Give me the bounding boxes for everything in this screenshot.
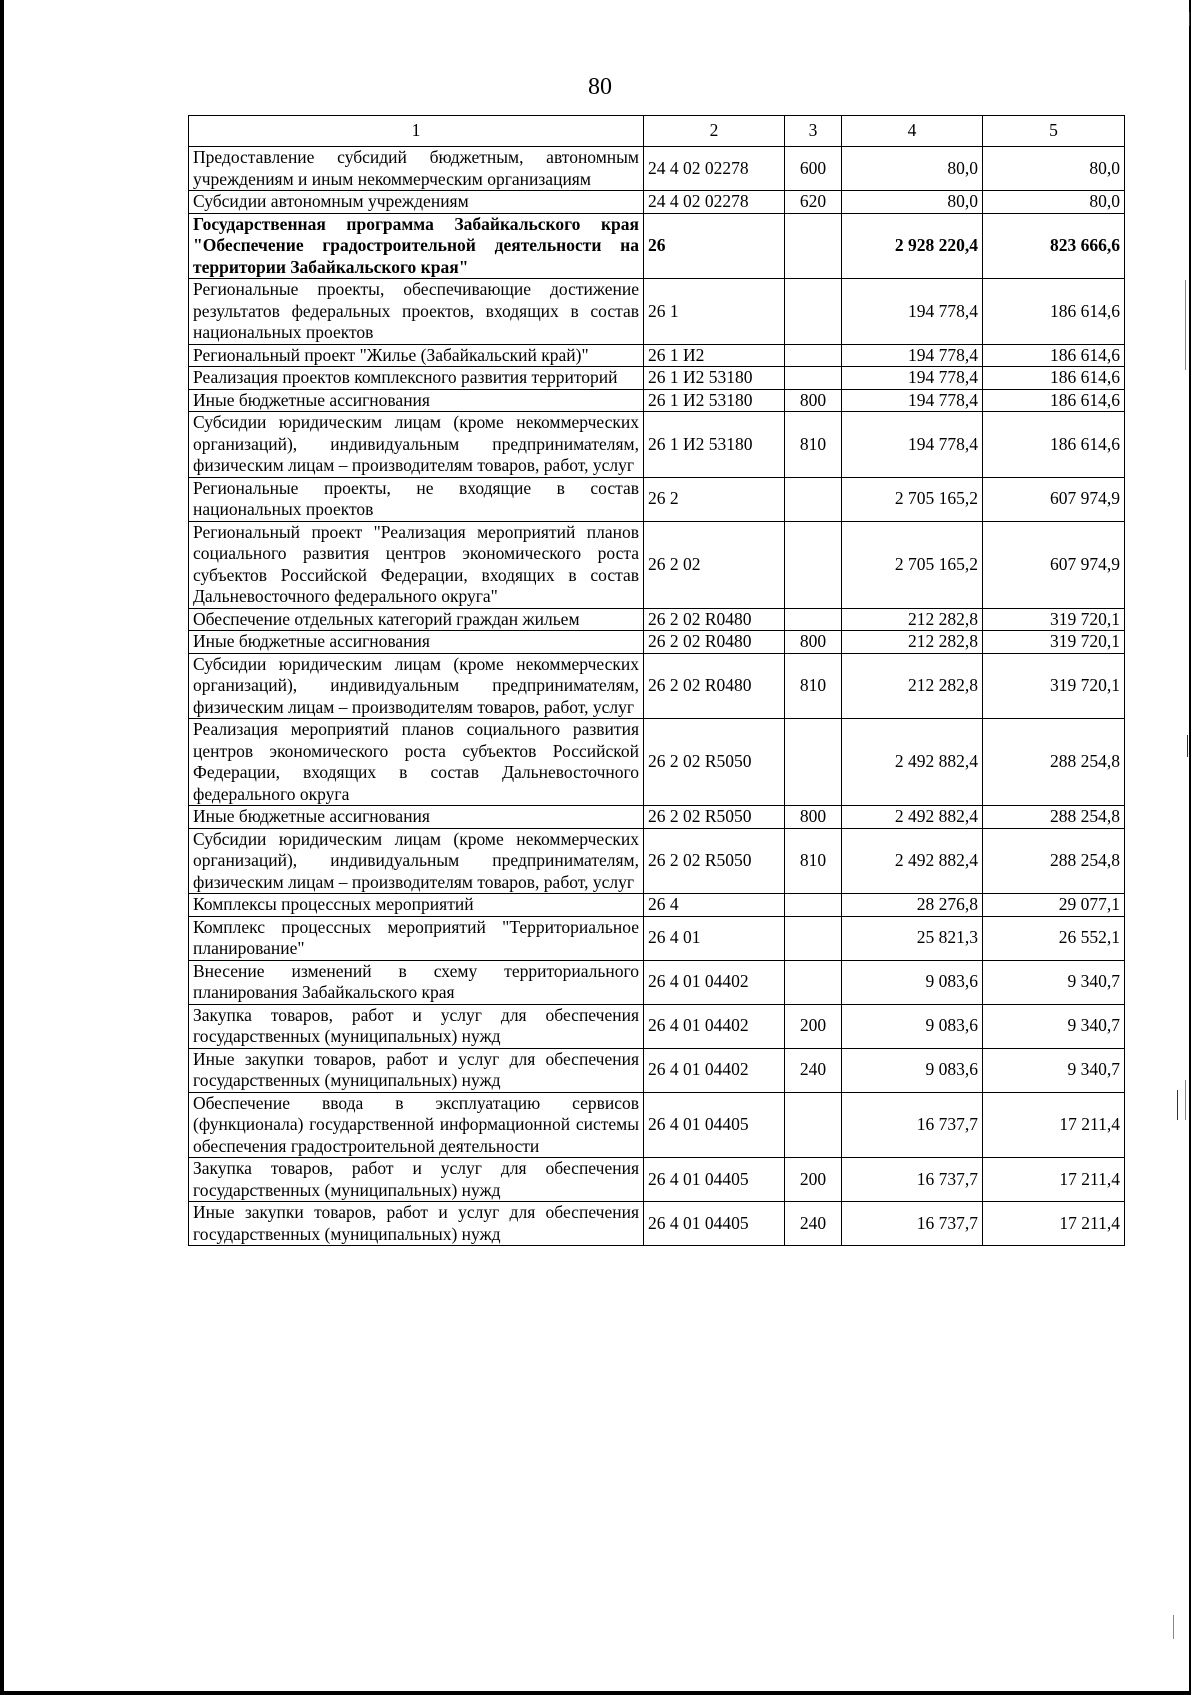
row-name-cell: Субсидии юридическим лицам (кроме некоммерческих организаций), индивидуальным предпринимателям, физическим лицам – производителям товаров, работ, услуг (189, 412, 644, 478)
row-code-cell: 26 4 (644, 894, 785, 917)
row-type-cell (785, 477, 842, 521)
row-col4-cell: 16 737,7 (842, 1158, 983, 1202)
header-cell: 4 (842, 116, 983, 147)
table-row (189, 521, 1125, 608)
row-type-cell: 800 (785, 631, 842, 654)
table-row (189, 389, 1125, 412)
row-code-cell: 26 1 И2 (644, 344, 785, 367)
row-col5-cell: 319 720,1 (983, 653, 1125, 719)
table-row (189, 147, 1125, 191)
row-name-cell: Региональные проекты, не входящие в состав национальных проектов (189, 477, 644, 521)
row-code-cell: 26 4 01 04402 (644, 1048, 785, 1092)
table-row (189, 828, 1125, 894)
row-col5-cell: 17 211,4 (983, 1158, 1125, 1202)
row-name-cell: Обеспечение ввода в эксплуатацию сервисов (функционала) государственной информационной системы обеспечения градостроительной деятельности (189, 1092, 644, 1158)
row-col5-cell: 319 720,1 (983, 608, 1125, 631)
table-row (189, 960, 1125, 1004)
row-col4-cell: 212 282,8 (842, 653, 983, 719)
row-code-cell: 26 2 02 R0480 (644, 631, 785, 654)
row-type-cell: 240 (785, 1048, 842, 1092)
row-col4-cell: 16 737,7 (842, 1092, 983, 1158)
row-code-cell: 26 4 01 04402 (644, 1004, 785, 1048)
row-code-cell: 26 (644, 213, 785, 279)
table-row (189, 1092, 1125, 1158)
header-cell: 1 (189, 116, 644, 147)
header-cell: 5 (983, 116, 1125, 147)
scan-mark (1185, 280, 1186, 370)
row-type-cell: 810 (785, 653, 842, 719)
scan-mark (1189, 12, 1190, 26)
row-col5-cell: 26 552,1 (983, 916, 1125, 960)
row-col5-cell: 607 974,9 (983, 521, 1125, 608)
row-col4-cell: 28 276,8 (842, 894, 983, 917)
row-name-cell: Иные закупки товаров, работ и услуг для обеспечения государственных (муниципальных) нужд (189, 1202, 644, 1246)
row-code-cell: 26 4 01 04405 (644, 1092, 785, 1158)
row-name-cell: Обеспечение отдельных категорий граждан жильем (189, 608, 644, 631)
row-code-cell: 26 4 01 04405 (644, 1158, 785, 1202)
row-col5-cell: 17 211,4 (983, 1092, 1125, 1158)
row-name-cell: Региональный проект "Реализация мероприятий планов социального развития центров экономического роста субъектов Российской Федерации, входящих в состав Дальневосточного федерального округа" (189, 521, 644, 608)
row-col4-cell: 2 492 882,4 (842, 806, 983, 829)
row-type-cell (785, 719, 842, 806)
row-type-cell: 810 (785, 828, 842, 894)
row-col5-cell: 80,0 (983, 191, 1125, 214)
row-col4-cell: 9 083,6 (842, 1004, 983, 1048)
row-col5-cell: 186 614,6 (983, 367, 1125, 390)
row-type-cell: 200 (785, 1158, 842, 1202)
row-col4-cell: 2 492 882,4 (842, 719, 983, 806)
row-code-cell: 26 2 02 R0480 (644, 653, 785, 719)
row-type-cell (785, 608, 842, 631)
header-cell: 2 (644, 116, 785, 147)
row-code-cell: 26 2 (644, 477, 785, 521)
row-code-cell: 24 4 02 02278 (644, 147, 785, 191)
row-name-cell: Иные закупки товаров, работ и услуг для обеспечения государственных (муниципальных) нужд (189, 1048, 644, 1092)
row-col4-cell: 212 282,8 (842, 631, 983, 654)
row-name-cell: Иные бюджетные ассигнования (189, 389, 644, 412)
row-name-cell: Предоставление субсидий бюджетным, автономным учреждениям и иным некоммерческим организациям (189, 147, 644, 191)
row-type-cell: 620 (785, 191, 842, 214)
row-type-cell (785, 960, 842, 1004)
row-name-cell: Региональные проекты, обеспечивающие достижение результатов федеральных проектов, входящих в состав национальных проектов (189, 279, 644, 345)
row-code-cell: 26 1 (644, 279, 785, 345)
row-code-cell: 26 2 02 (644, 521, 785, 608)
row-col4-cell: 80,0 (842, 147, 983, 191)
table-row (189, 1048, 1125, 1092)
scan-border-left (0, 0, 4, 1695)
row-col5-cell: 607 974,9 (983, 477, 1125, 521)
header-cell: 3 (785, 116, 842, 147)
row-name-cell: Закупка товаров, работ и услуг для обеспечения государственных (муниципальных) нужд (189, 1158, 644, 1202)
table-row (189, 653, 1125, 719)
row-name-cell: Реализация мероприятий планов социального развития центров экономического роста субъектов Российской Федерации, входящих в состав Дальневосточного федерального округа (189, 719, 644, 806)
row-col5-cell: 288 254,8 (983, 806, 1125, 829)
row-col5-cell: 80,0 (983, 147, 1125, 191)
row-col4-cell: 2 928 220,4 (842, 213, 983, 279)
row-code-cell: 26 1 И2 53180 (644, 367, 785, 390)
table-row (189, 477, 1125, 521)
row-name-cell: Государственная программа Забайкальского края "Обеспечение градостроительной деятельности на территории Забайкальского края" (189, 213, 644, 279)
row-type-cell (785, 213, 842, 279)
row-code-cell: 26 4 01 04402 (644, 960, 785, 1004)
row-code-cell: 24 4 02 02278 (644, 191, 785, 214)
row-name-cell: Субсидии юридическим лицам (кроме некоммерческих организаций), индивидуальным предпринимателям, физическим лицам – производителям товаров, работ, услуг (189, 653, 644, 719)
table-row (189, 367, 1125, 390)
row-col4-cell: 2 705 165,2 (842, 521, 983, 608)
row-type-cell (785, 916, 842, 960)
row-type-cell: 240 (785, 1202, 842, 1246)
row-col5-cell: 288 254,8 (983, 828, 1125, 894)
table-row (189, 213, 1125, 279)
row-type-cell (785, 894, 842, 917)
budget-table (188, 115, 1125, 1246)
row-type-cell: 200 (785, 1004, 842, 1048)
row-type-cell (785, 1092, 842, 1158)
row-code-cell: 26 2 02 R5050 (644, 719, 785, 806)
row-col5-cell: 9 340,7 (983, 1004, 1125, 1048)
table-header-row (189, 116, 1125, 147)
table-row (189, 916, 1125, 960)
scan-mark (1173, 1615, 1174, 1639)
row-name-cell: Субсидии автономным учреждениям (189, 191, 644, 214)
table-row (189, 1004, 1125, 1048)
row-col4-cell: 2 705 165,2 (842, 477, 983, 521)
row-col4-cell: 194 778,4 (842, 344, 983, 367)
row-type-cell: 800 (785, 389, 842, 412)
table-row (189, 608, 1125, 631)
row-code-cell: 26 4 01 04405 (644, 1202, 785, 1246)
row-col4-cell: 194 778,4 (842, 389, 983, 412)
row-type-cell (785, 521, 842, 608)
row-name-cell: Иные бюджетные ассигнования (189, 806, 644, 829)
row-col5-cell: 288 254,8 (983, 719, 1125, 806)
row-col5-cell: 29 077,1 (983, 894, 1125, 917)
row-name-cell: Региональный проект "Жилье (Забайкальский край)" (189, 344, 644, 367)
row-name-cell: Закупка товаров, работ и услуг для обеспечения государственных (муниципальных) нужд (189, 1004, 644, 1048)
row-type-cell (785, 279, 842, 345)
row-code-cell: 26 2 02 R5050 (644, 828, 785, 894)
row-name-cell: Реализация проектов комплексного развития территорий (189, 367, 644, 390)
row-col4-cell: 212 282,8 (842, 608, 983, 631)
table-row (189, 806, 1125, 829)
table-row (189, 279, 1125, 345)
row-code-cell: 26 2 02 R0480 (644, 608, 785, 631)
row-col4-cell: 16 737,7 (842, 1202, 983, 1246)
table-row (189, 719, 1125, 806)
row-name-cell: Комплексы процессных мероприятий (189, 894, 644, 917)
row-col5-cell: 186 614,6 (983, 279, 1125, 345)
row-col4-cell: 194 778,4 (842, 412, 983, 478)
row-col5-cell: 186 614,6 (983, 344, 1125, 367)
scan-border-right (1189, 0, 1191, 1695)
row-type-cell (785, 367, 842, 390)
row-type-cell (785, 344, 842, 367)
row-code-cell: 26 2 02 R5050 (644, 806, 785, 829)
row-col5-cell: 9 340,7 (983, 1048, 1125, 1092)
row-col4-cell: 9 083,6 (842, 1048, 983, 1092)
row-code-cell: 26 1 И2 53180 (644, 412, 785, 478)
row-type-cell: 810 (785, 412, 842, 478)
scan-mark (1187, 735, 1188, 757)
row-col4-cell: 194 778,4 (842, 279, 983, 345)
row-code-cell: 26 1 И2 53180 (644, 389, 785, 412)
row-col4-cell: 25 821,3 (842, 916, 983, 960)
table-row (189, 412, 1125, 478)
row-code-cell: 26 4 01 (644, 916, 785, 960)
row-col4-cell: 2 492 882,4 (842, 828, 983, 894)
row-col5-cell: 319 720,1 (983, 631, 1125, 654)
table-row (189, 894, 1125, 917)
row-name-cell: Внесение изменений в схему территориального планирования Забайкальского края (189, 960, 644, 1004)
row-name-cell: Субсидии юридическим лицам (кроме некоммерческих организаций), индивидуальным предпринимателям, физическим лицам – производителям товаров, работ, услуг (189, 828, 644, 894)
row-col5-cell: 17 211,4 (983, 1202, 1125, 1246)
row-col5-cell: 186 614,6 (983, 389, 1125, 412)
row-col5-cell: 9 340,7 (983, 960, 1125, 1004)
scan-mark (1177, 1090, 1178, 1120)
scan-border-bottom (0, 1691, 1191, 1695)
row-name-cell: Иные бюджетные ассигнования (189, 631, 644, 654)
table-row (189, 1202, 1125, 1246)
row-type-cell: 600 (785, 147, 842, 191)
row-col4-cell: 194 778,4 (842, 367, 983, 390)
row-name-cell: Комплекс процессных мероприятий "Территориальное планирование" (189, 916, 644, 960)
table-row (189, 631, 1125, 654)
page-number: 80 (588, 74, 612, 100)
table-row (189, 344, 1125, 367)
scan-mark (1185, 1080, 1186, 1120)
row-col4-cell: 80,0 (842, 191, 983, 214)
row-type-cell: 800 (785, 806, 842, 829)
row-col4-cell: 9 083,6 (842, 960, 983, 1004)
table-row (189, 1158, 1125, 1202)
row-col5-cell: 186 614,6 (983, 412, 1125, 478)
table-row (189, 191, 1125, 214)
row-col5-cell: 823 666,6 (983, 213, 1125, 279)
